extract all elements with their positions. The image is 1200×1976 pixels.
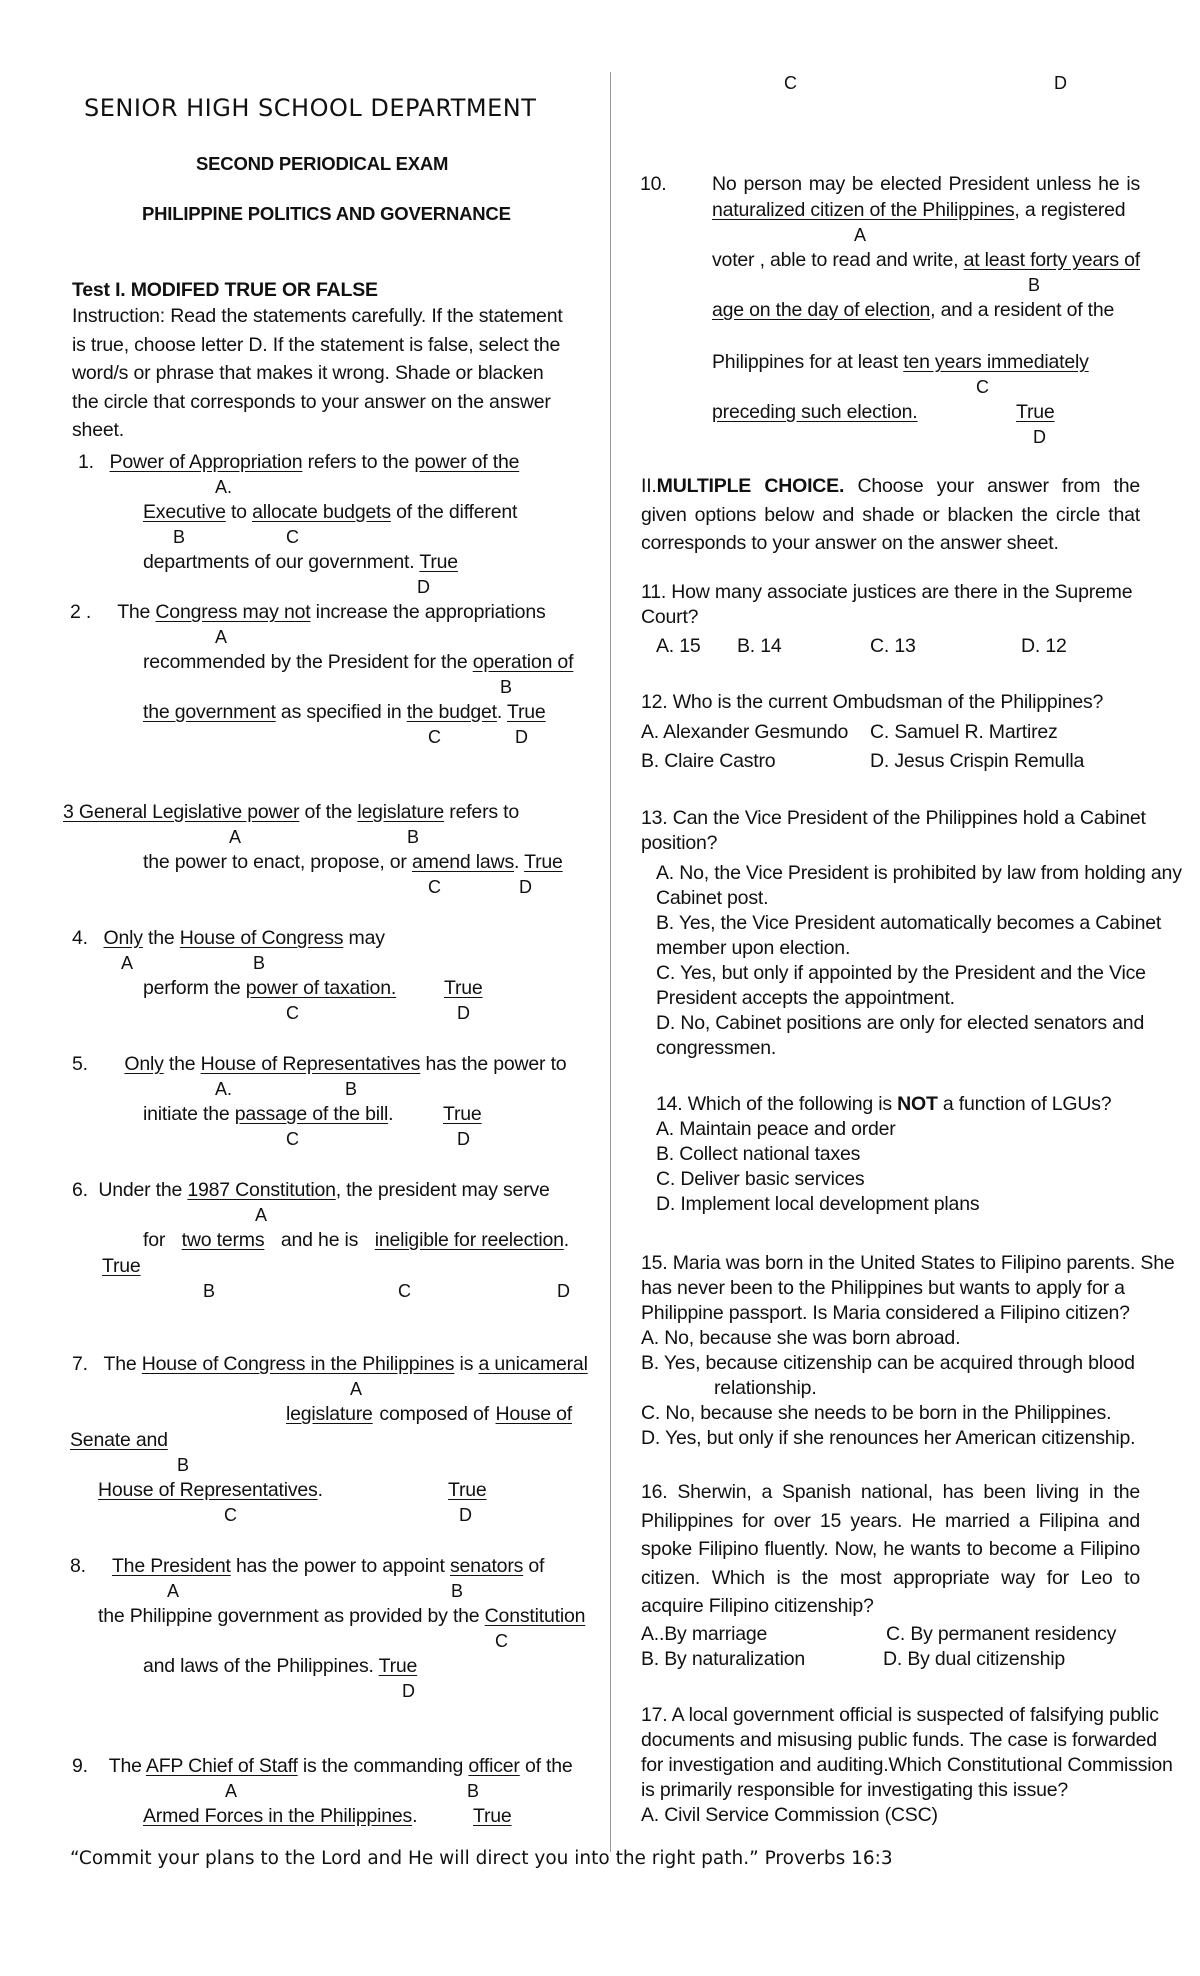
question-2-line-3: the government as specified in the budget. True	[143, 701, 546, 723]
question-17-stem-3: for investigation and auditing.Which Constitutional Commission	[641, 1754, 1173, 1776]
question-7-line-1: 7. The House of Congress in the Philippines is a unicameral	[72, 1353, 588, 1375]
question-13-stem-2: position?	[641, 832, 718, 854]
q1-label-c: C	[286, 527, 299, 547]
q14-option-d[interactable]: D. Implement local development plans	[656, 1193, 980, 1215]
question-9-line-2: Armed Forces in the Philippines.	[143, 1805, 418, 1827]
question-7-line-3: Senate and	[70, 1429, 168, 1451]
test2-instruction: II.MULTIPLE CHOICE. Choose your answer from the given options below and shade or blacken the circle that corresponds to your answer on the answer sheet.	[641, 475, 1140, 554]
q7-label-a: A	[350, 1379, 363, 1399]
question-7-line-2: legislature composed of House of	[286, 1403, 572, 1425]
q10-label-b: B	[1028, 275, 1041, 295]
question-10-line-2: naturalized citizen of the Philippines, a registered	[712, 199, 1126, 221]
question-5-line-1: 5. Only the House of Representatives has the power to	[72, 1053, 567, 1075]
q13-option-c-line-2[interactable]: President accepts the appointment.	[656, 987, 955, 1009]
q17-option-a[interactable]: A. Civil Service Commission (CSC)	[641, 1804, 938, 1826]
q1-label-a: A.	[215, 477, 233, 497]
question-9-line-1: 9. The AFP Chief of Staff is the commanding officer of the	[72, 1755, 573, 1777]
q1-label-b: B	[173, 527, 186, 547]
q15-option-c[interactable]: C. No, because she needs to be born in the Philippines.	[641, 1402, 1112, 1424]
question-10-number: 10.	[640, 173, 667, 195]
q11-option-b[interactable]: B. 14	[737, 635, 782, 657]
q6-label-d: D	[557, 1281, 570, 1301]
question-6-line-1: 6. Under the 1987 Constitution, the president may serve	[72, 1179, 550, 1201]
question-10-line-1: No person may be elected President unless he is	[712, 173, 1140, 195]
q6-label-a: A	[255, 1205, 268, 1225]
q1-label-d: D	[417, 577, 430, 597]
q7-true: True	[448, 1479, 487, 1501]
exam-title: SECOND PERIODICAL EXAM	[196, 153, 449, 174]
question-3-line-1: 3 General Legislative power of the legislature refers to	[63, 801, 520, 823]
q13-option-d-line-2[interactable]: congressmen.	[656, 1037, 777, 1059]
question-8-line-3: and laws of the Philippines. True	[143, 1655, 418, 1677]
q8-label-a: A	[167, 1581, 180, 1601]
q5-label-c: C	[286, 1129, 299, 1149]
question-1-line-3: departments of our government. True	[143, 551, 458, 573]
question-17-stem-2: documents and misusing public funds. The case is forwarded	[641, 1729, 1157, 1751]
q13-option-a-line-1[interactable]: A. No, the Vice President is prohibited by law from holding any	[656, 862, 1182, 884]
q13-option-b-line-2[interactable]: member upon election.	[656, 937, 851, 959]
question-10-line-6: preceding such election.	[712, 401, 918, 423]
question-15-stem-2: has never been to the Philippines but wants to apply for a	[641, 1277, 1125, 1299]
q9-label-a: A	[225, 1781, 238, 1801]
q6-label-b: B	[203, 1281, 216, 1301]
q10-true: True	[1016, 401, 1055, 423]
question-10-line-5: Philippines for at least ten years immediately	[712, 351, 1089, 373]
q2-label-d: D	[515, 727, 528, 747]
question-13-stem-1: 13. Can the Vice President of the Philippines hold a Cabinet	[641, 807, 1146, 829]
q15-option-b-line-1[interactable]: B. Yes, because citizenship can be acquired through blood	[641, 1352, 1135, 1374]
question-14-stem: 14. Which of the following is NOT a function of LGUs?	[656, 1093, 1112, 1115]
question-17-stem-1: 17. A local government official is suspected of falsifying public	[641, 1704, 1159, 1726]
q10-label-a: A	[854, 225, 867, 245]
question-10-line-3: voter , able to read and write, at least forty years of	[712, 249, 1140, 271]
q3-label-a: A	[229, 827, 242, 847]
question-11-stem-2: Court?	[641, 606, 699, 628]
q16-option-a[interactable]: A..By marriage	[641, 1623, 768, 1645]
question-4-line-1: 4. Only the House of Congress may	[72, 927, 385, 949]
q11-option-a[interactable]: A. 15	[656, 635, 701, 657]
q10-label-d: D	[1033, 427, 1046, 447]
question-2-line-2: recommended by the President for the operation of	[143, 651, 574, 673]
q2-label-c: C	[428, 727, 441, 747]
test1-title: Test I. MODIFED TRUE OR FALSE	[72, 279, 378, 301]
q14-option-a[interactable]: A. Maintain peace and order	[656, 1118, 896, 1140]
question-1-line-1: 1. Power of Appropriation refers to the power of the	[78, 451, 520, 473]
q4-true: True	[444, 977, 483, 999]
question-5-line-2: initiate the passage of the bill.	[143, 1103, 394, 1125]
question-8-line-1: 8. The President has the power to appoint senators of	[70, 1555, 545, 1577]
q6-label-c: C	[398, 1281, 411, 1301]
q5-label-b: B	[345, 1079, 358, 1099]
q7-label-c: C	[224, 1505, 237, 1525]
q14-option-c[interactable]: C. Deliver basic services	[656, 1168, 865, 1190]
test1-instruction: Instruction: Read the statements carefully. If the statement is true, choose letter D. If the statement is false, select the word/s or phrase that makes it wrong. Shade or blacken the circle that corresponds to your answer on the answer sheet.	[72, 305, 563, 441]
q6-true: True	[102, 1255, 141, 1277]
q8-label-c: C	[495, 1631, 508, 1651]
q3-label-c: C	[428, 877, 441, 897]
question-15-stem-3: Philippine passport. Is Maria considered a Filipino citizen?	[641, 1302, 1130, 1324]
q11-option-c[interactable]: C. 13	[870, 635, 916, 657]
q12-option-a[interactable]: A. Alexander Gesmundo	[641, 721, 849, 743]
question-15-stem-1: 15. Maria was born in the United States to Filipino parents. She	[641, 1252, 1175, 1274]
q3-label-b: B	[407, 827, 420, 847]
q12-option-d[interactable]: D. Jesus Crispin Remulla	[870, 750, 1085, 772]
q15-option-d[interactable]: D. Yes, but only if she renounces her American citizenship.	[641, 1427, 1136, 1449]
q5-true: True	[443, 1103, 482, 1125]
question-11-stem-1: 11. How many associate justices are there in the Supreme	[641, 581, 1133, 603]
q15-option-b-line-2[interactable]: relationship.	[714, 1377, 817, 1399]
q16-option-b[interactable]: B. By naturalization	[641, 1648, 806, 1670]
q9-true: True	[473, 1805, 512, 1827]
q4-label-b: B	[253, 953, 266, 973]
q13-option-b-line-1[interactable]: B. Yes, the Vice President automatically becomes a Cabinet	[656, 912, 1162, 934]
question-12-stem: 12. Who is the current Ombudsman of the Philippines?	[641, 691, 1104, 713]
footer-quote: “Commit your plans to the Lord and He will direct you into the right path.” Proverbs 16:3	[70, 1848, 893, 1869]
question-4-line-2: perform the power of taxation.	[143, 977, 397, 999]
q8-label-b: B	[451, 1581, 464, 1601]
q14-option-b[interactable]: B. Collect national taxes	[656, 1143, 861, 1165]
column-divider	[610, 72, 611, 1852]
question-2-line-1: 2 . The Congress may not increase the appropriations	[70, 601, 546, 623]
q13-option-d-line-1[interactable]: D. No, Cabinet positions are only for elected senators and	[656, 1012, 1145, 1034]
q8-label-d: D	[402, 1681, 415, 1701]
subject-title: PHILIPPINE POLITICS AND GOVERNANCE	[142, 203, 511, 224]
question-3-line-2: the power to enact, propose, or amend laws. True	[143, 851, 563, 873]
q15-option-a[interactable]: A. No, because she was born abroad.	[641, 1327, 961, 1349]
question-1-line-2: Executive to allocate budgets of the different	[143, 501, 518, 523]
question-10-line-4: age on the day of election, and a resident of the	[712, 299, 1115, 321]
q5-label-a: A.	[215, 1079, 233, 1099]
q12-option-b[interactable]: B. Claire Castro	[641, 750, 776, 772]
q2-label-a: A	[215, 627, 228, 647]
q4-label-a: A	[121, 953, 134, 973]
q4-label-d: D	[457, 1003, 470, 1023]
q10-label-c: C	[976, 377, 989, 397]
q13-option-c-line-1[interactable]: C. Yes, but only if appointed by the President and the Vice	[656, 962, 1146, 984]
q5-label-d: D	[457, 1129, 470, 1149]
q9-label-d: D	[1054, 73, 1067, 93]
q12-option-c[interactable]: C. Samuel R. Martirez	[870, 721, 1058, 743]
q9-label-c: C	[784, 73, 797, 93]
q4-label-c: C	[286, 1003, 299, 1023]
q13-option-a-line-2[interactable]: Cabinet post.	[656, 887, 769, 909]
q3-label-d: D	[519, 877, 532, 897]
q11-option-d[interactable]: D. 12	[1021, 635, 1067, 657]
q9-label-b: B	[467, 1781, 480, 1801]
q7-label-b: B	[177, 1455, 190, 1475]
question-16-stem: 16. Sherwin, a Spanish national, has been living in the Philippines for over 15 years. He married a Filipina and spoke Filipino fluently. Now, he wants to become a Filipino citizen. Which is the most appropriate way for Leo to acquire Filipino citizenship?	[641, 1481, 1140, 1617]
q16-option-d[interactable]: D. By dual citizenship	[883, 1648, 1066, 1670]
q16-option-c[interactable]: C. By permanent residency	[886, 1623, 1117, 1645]
q7-label-d: D	[459, 1505, 472, 1525]
question-7-line-4: House of Representatives.	[98, 1479, 323, 1501]
question-17-stem-4: is primarily responsible for investigating this issue?	[641, 1779, 1069, 1801]
question-8-line-2: the Philippine government as provided by the Constitution	[98, 1605, 586, 1627]
question-6-line-2: for two terms and he is ineligible for reelection.	[143, 1229, 569, 1251]
department-title: SENIOR HIGH SCHOOL DEPARTMENT	[84, 94, 537, 122]
q2-label-b: B	[500, 677, 513, 697]
